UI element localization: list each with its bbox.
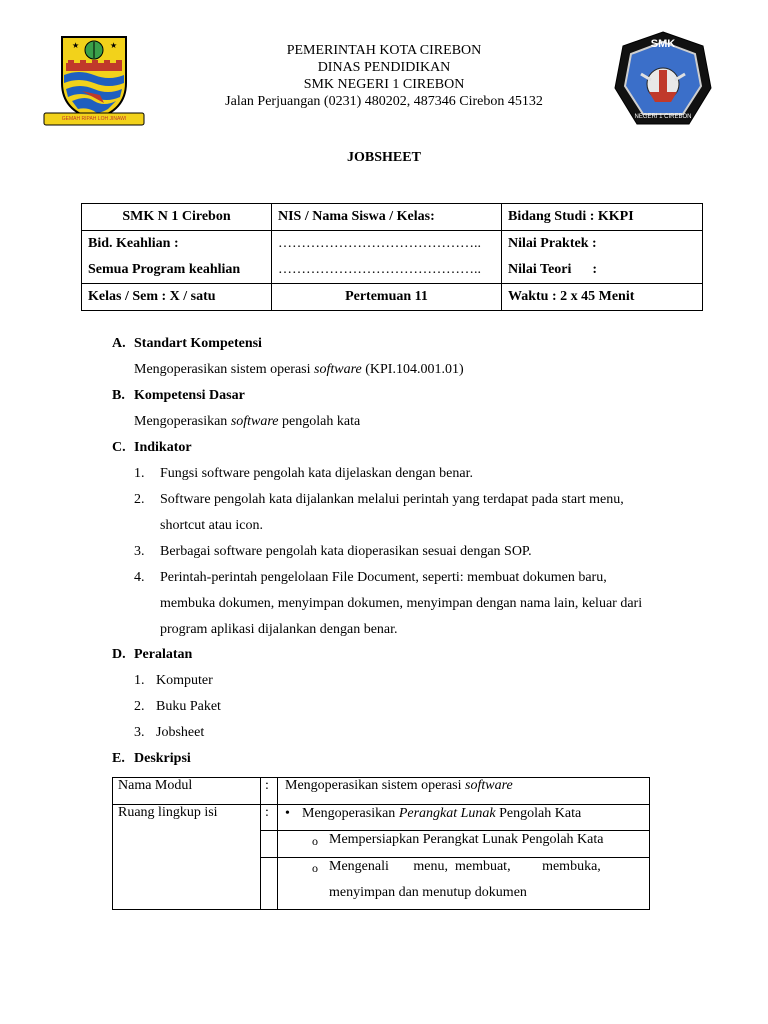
meeting-number: Pertemuan 11 (345, 289, 428, 304)
scope-sub-item-continued: menyimpan dan menutup dokumen (329, 885, 527, 900)
section-b-text: Mengoperasikan software pengolah kata (134, 414, 361, 429)
logo-smk-text: SMK (650, 38, 676, 50)
section-d-heading: D. Peralatan (112, 647, 193, 662)
description-table (112, 777, 650, 910)
section-b-heading: B. Kompetensi Dasar (112, 388, 245, 403)
logo-ribbon-text: GEMAH RIPAH LOH JINAWI (61, 116, 127, 122)
school-name: SMK N 1 Cirebon (122, 209, 231, 224)
circle-bullet-icon: o (312, 861, 318, 875)
letterhead-department: DINAS PENDIDIKAN (317, 60, 451, 75)
indicator-text: shortcut atau icon. (160, 518, 264, 533)
section-c-heading: C. Indikator (112, 440, 192, 455)
module-name-label: Nama Modul (118, 778, 193, 793)
indicator-number: 3. (134, 544, 145, 559)
equipment-item: 2. Buku Paket (134, 699, 221, 714)
scope-main-item: Mengoperasikan Perangkat Lunak Pengolah Kata (302, 806, 582, 821)
indicator-number: 4. (134, 570, 145, 585)
bullet-icon: • (285, 806, 290, 821)
module-name-value: Mengoperasikan sistem operasi software (285, 778, 513, 793)
colon: : (265, 805, 269, 820)
indicator-text: Fungsi software pengolah kata dijelaskan dengan benar. (160, 466, 473, 481)
scope-label: Ruang lingkup isi (118, 805, 218, 820)
letterhead (160, 42, 608, 110)
indicator-number: 2. (134, 492, 145, 507)
time-allocation: Waktu : 2 x 45 Menit (508, 289, 635, 304)
table-divider (260, 778, 261, 909)
equipment-item: 1. Komputer (134, 673, 213, 688)
letterhead-address: Jalan Perjuangan (0231) 480202, 487346 Cirebon 45132 (225, 94, 543, 109)
info-table (81, 203, 703, 311)
section-a-text: Mengoperasikan sistem operasi software (KPI.104.001.01) (134, 362, 464, 377)
cirebon-city-logo (42, 33, 146, 127)
expertise-label: Bid. Keahlian : (88, 236, 179, 251)
table-divider (277, 778, 278, 909)
scope-sub-item: Mengenali menu, membuat, membuka, (329, 859, 601, 874)
class-semester: Kelas / Sem : X / satu (88, 289, 216, 304)
section-a-heading: A. Standart Kompetensi (112, 336, 262, 351)
theory-score-label: Nilai Teori : (508, 262, 598, 277)
scope-sub-item: Mempersiapkan Perangkat Lunak Pengolah Kata (329, 832, 604, 847)
field-of-study: Bidang Studi : KKPI (508, 209, 634, 224)
practice-score-label: Nilai Praktek : (508, 236, 597, 251)
indicator-text: Perintah-perintah pengelolaan File Document, seperti: membuat dokumen baru, (160, 570, 607, 585)
student-dots-line-1: …………………………………….. (278, 236, 481, 251)
letterhead-school: SMK NEGERI 1 CIREBON (303, 77, 465, 92)
document-title: JOBSHEET (347, 150, 421, 165)
indicator-number: 1. (134, 466, 145, 481)
indicator-text: Software pengolah kata dijalankan melalui perintah yang terdapat pada start menu, (160, 492, 624, 507)
svg-text:★: ★ (72, 41, 80, 50)
student-dots-line-2: …………………………………….. (278, 262, 481, 277)
colon: : (265, 778, 269, 793)
section-e-heading: E. Deskripsi (112, 751, 191, 766)
indicator-text: Berbagai software pengolah kata dioperasikan sesuai dengan SOP. (160, 544, 532, 559)
svg-text:★: ★ (110, 41, 118, 50)
indicator-text: membuka dokumen, menyimpan dokumen, menyimpan dengan nama lain, keluar dari (160, 596, 643, 611)
equipment-item: 3. Jobsheet (134, 725, 205, 740)
logo-arc-text: NEGERI 1 CIREBON (634, 114, 692, 120)
letterhead-government: PEMERINTAH KOTA CIREBON (286, 43, 482, 58)
student-label: NIS / Nama Siswa / Kelas: (278, 209, 435, 224)
smk-school-logo (611, 30, 715, 134)
indicator-text: program aplikasi dijalankan dengan benar. (160, 622, 398, 637)
circle-bullet-icon: o (312, 834, 318, 848)
program-name: Semua Program keahlian (88, 262, 241, 277)
